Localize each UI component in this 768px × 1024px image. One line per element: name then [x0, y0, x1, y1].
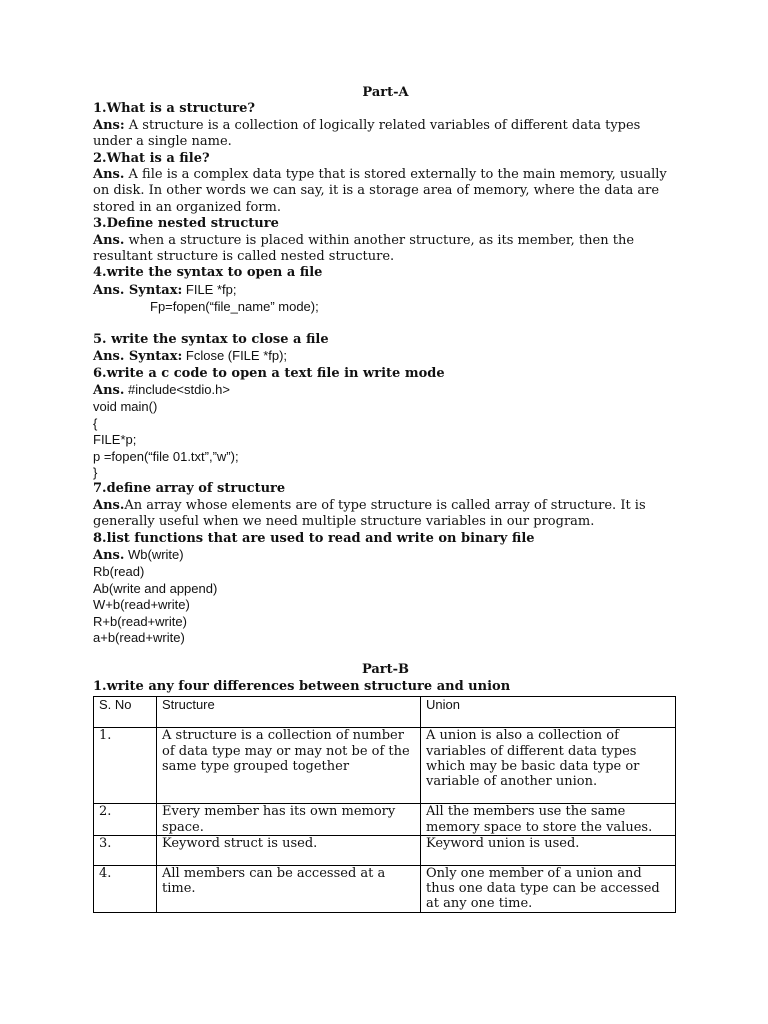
table-cell: 1.: [94, 728, 157, 804]
question-7: 7.define array of structure: [93, 481, 286, 497]
document-body: [93, 85, 678, 913]
answer-label: Ans.: [93, 497, 125, 513]
answer-label: Ans. Syntax:: [93, 282, 183, 298]
table-cell: Keyword struct is used.: [157, 835, 421, 865]
table-cell: A structure is a collection of number of data type may or may not be of the same type grouped together: [157, 728, 421, 804]
answer-text: A structure is a collection of logically related variables of different data types under a single name.: [93, 117, 641, 150]
table-cell: 4.: [94, 865, 157, 912]
answer-4-line-2: Fp=fopen(“file_name” mode);: [150, 299, 319, 315]
question-2: 2.What is a file?: [93, 150, 210, 166]
answer-5: [93, 348, 678, 365]
answer-7: [93, 498, 678, 531]
answer-label: Ans. Syntax:: [93, 349, 183, 365]
table-header-row: [94, 697, 676, 728]
question-5: 5. write the syntax to close a file: [93, 331, 329, 347]
answer-6: [93, 382, 678, 399]
answer-text: FILE *fp;: [182, 281, 237, 297]
table-cell: Keyword union is used.: [421, 835, 676, 865]
answer-label: Ans:: [93, 117, 125, 133]
list-item: a+b(read+write): [93, 630, 185, 645]
answer-label: Ans.: [93, 382, 125, 398]
table-cell: Only one member of a union and thus one data type can be accessed at any one time.: [421, 865, 676, 912]
answer-label: Ans.: [93, 547, 125, 563]
list-item: Ab(write and append): [93, 580, 218, 596]
table-cell: 3.: [94, 835, 157, 865]
answer-1: [93, 118, 678, 151]
table-row: [94, 835, 676, 865]
table-cell: A union is also a collection of variables of different data types which may be basic data type or variable of another union.: [421, 728, 676, 804]
list-item: Rb(read): [93, 564, 145, 580]
answer-label: Ans.: [93, 232, 125, 248]
question-6: 6.write a c code to open a text file in write mode: [93, 365, 445, 381]
answer-label: Ans.: [93, 167, 125, 183]
table-header-cell: Structure: [157, 697, 421, 728]
list-item: R+b(read+write): [93, 613, 187, 629]
question-8: 8.list functions that are used to read and write on binary file: [93, 530, 535, 546]
answer-text: when a structure is placed within another structure, as its member, then the resultant structure is called nested structure.: [93, 232, 635, 265]
differences-table: [93, 696, 676, 913]
question-1: 1.What is a structure?: [93, 101, 256, 117]
answer-text: An array whose elements are of type structure is called array of structure. It is generally useful when we need multiple structure variables in our program.: [93, 497, 646, 530]
code-line: void main(): [93, 399, 158, 415]
spacer: [93, 646, 678, 662]
part-b-question-1: 1.write any four differences between structure and union: [93, 678, 511, 694]
table-cell: 2.: [94, 804, 157, 836]
spacer: [93, 316, 678, 332]
code-line: FILE*p;: [93, 432, 137, 448]
table-row: [94, 804, 676, 836]
table-row: [94, 865, 676, 912]
list-item: Wb(write): [124, 546, 184, 562]
code-line: p =fopen(“file 01.txt”,”w”);: [93, 448, 239, 464]
question-3: 3.Define nested structure: [93, 216, 279, 232]
answer-text: A file is a complex data type that is stored externally to the main memory, usually on disk. In other words we can say, it is a storage area of memory, where the data are stored in an organized form.: [93, 167, 667, 215]
answer-4: [93, 282, 678, 299]
list-item: W+b(read+write): [93, 597, 190, 613]
answer-8: [93, 547, 678, 564]
answer-2: [93, 167, 678, 216]
table-row: [94, 728, 676, 804]
question-4: 4.write the syntax to open a file: [93, 265, 323, 281]
table-cell: All the members use the same memory space to store the values.: [421, 804, 676, 836]
code-line: }: [93, 464, 98, 480]
answer-3: [93, 233, 678, 266]
answer-text: Fclose (FILE *fp);: [182, 348, 288, 364]
table-header-cell: S. No: [94, 697, 157, 728]
part-b-title: Part-B: [361, 662, 410, 678]
code-line: #include<stdio.h>: [124, 381, 230, 397]
table-cell: Every member has its own memory space.: [157, 804, 421, 836]
table-header-cell: Union: [421, 697, 676, 728]
code-line: {: [93, 415, 98, 431]
table-cell: All members can be accessed at a time.: [157, 865, 421, 912]
part-a-title: Part-A: [362, 85, 409, 100]
